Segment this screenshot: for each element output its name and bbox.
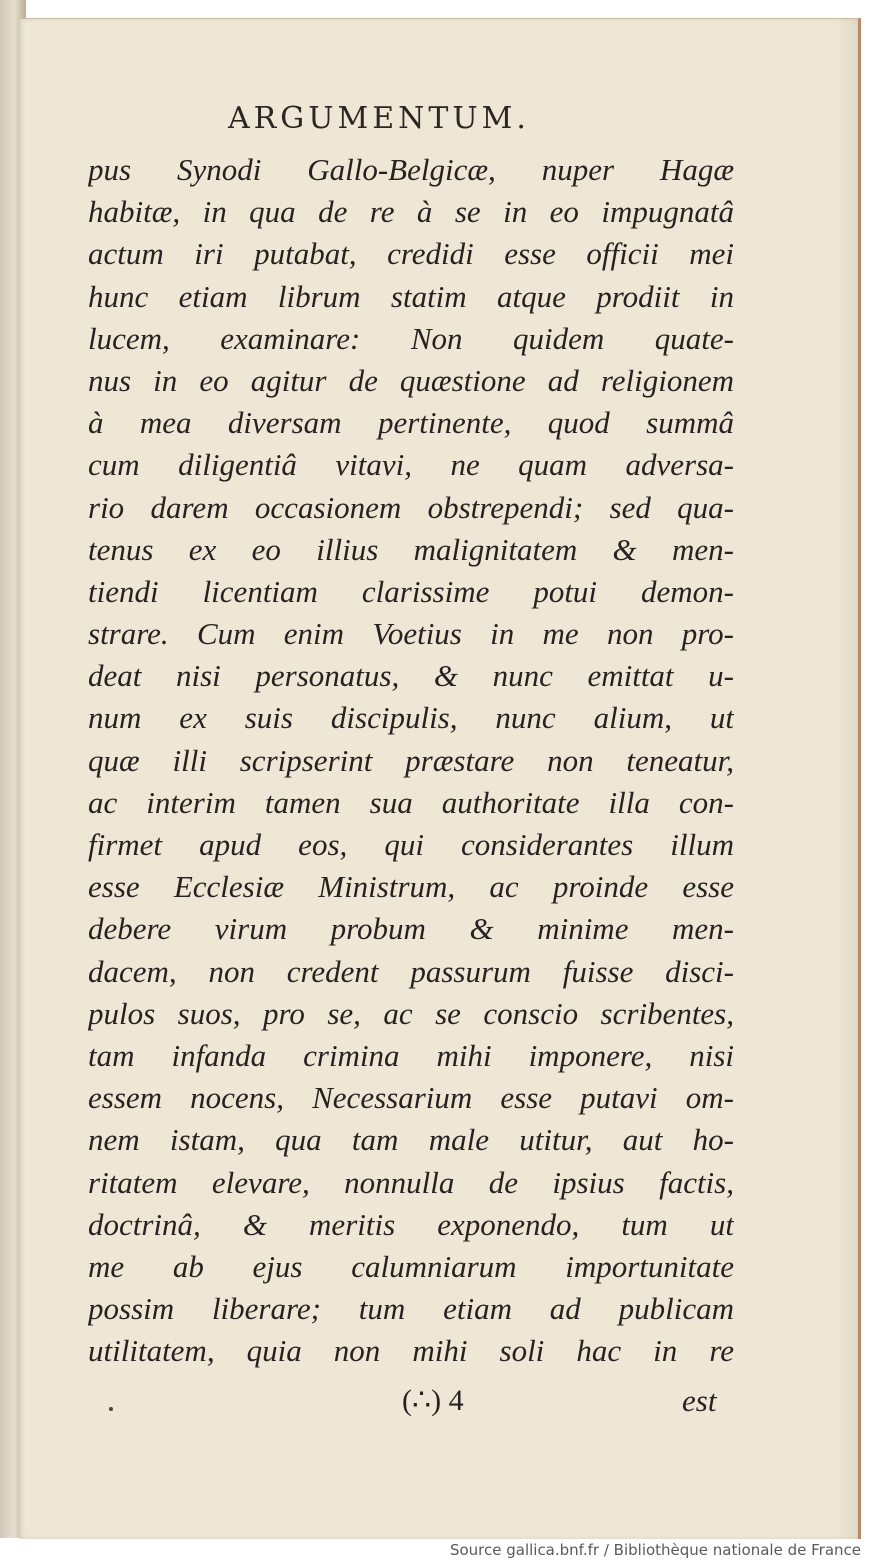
text-line: pulos suos, pro se, ac se conscio scribentes, — [88, 995, 734, 1031]
text-line: essem nocens, Necessarium esse putavi om- — [88, 1080, 734, 1116]
text-line: doctrinâ, & meritis exponendo, tum ut — [88, 1206, 734, 1242]
text-line: à mea diversam pertinente, quod summâ — [88, 405, 734, 441]
signature-mark: (∴) 4 — [402, 1384, 464, 1417]
text-line: me ab ejus calumniarum importunitate — [88, 1248, 734, 1284]
running-head: ARGUMENTUM. — [228, 101, 530, 136]
text-line: tiendi licentiam clarissime potui demon- — [88, 573, 734, 609]
book-page — [20, 18, 861, 1539]
text-line: deat nisi personatus, & nunc emittat u- — [88, 658, 734, 694]
text-line: lucem, examinare: Non quidem quate- — [88, 320, 734, 356]
text-line: dacem, non credent passurum fuisse disci- — [88, 953, 734, 989]
text-line: hunc etiam librum statim atque prodiit in — [88, 278, 734, 314]
text-line: cum diligentiâ vitavi, ne quam adversa- — [88, 447, 734, 483]
text-line: ritatem elevare, nonnulla de ipsius factis, — [88, 1164, 734, 1200]
text-line: pus Synodi Gallo-Belgicæ, nuper Hagæ — [88, 152, 734, 187]
text-line: rio darem occasionem obstrependi; sed qua- — [88, 489, 734, 525]
text-line: esse Ecclesiæ Ministrum, ac proinde esse — [88, 869, 734, 905]
text-line: quæ illi scripserint præstare non teneatur, — [88, 742, 734, 778]
text-line: ac interim tamen sua authoritate illa con- — [88, 784, 734, 820]
source-credit: Source gallica.bnf.fr / Bibliothèque nationale de France — [449, 1541, 861, 1559]
text-line: habitæ, in qua de re à se in eo impugnatâ — [88, 194, 734, 230]
text-line: strare. Cum enim Voetius in me non pro- — [88, 616, 734, 652]
text-line: tenus ex eo illius malignitatem & men- — [88, 531, 734, 567]
catchword: est — [682, 1383, 717, 1418]
text-line: debere virum probum & minime men- — [88, 911, 734, 947]
text-line: num ex suis discipulis, nunc alium, ut — [88, 700, 734, 736]
body-text — [88, 149, 734, 1372]
page-speck — [109, 1407, 113, 1411]
text-line: actum iri putabat, credidi esse officii mei — [88, 236, 734, 272]
text-line: possim liberare; tum etiam ad publicam — [88, 1291, 734, 1327]
text-line: utilitatem, quia non mihi soli hac in re — [88, 1333, 734, 1369]
text-line: nus in eo agitur de quæstione ad religionem — [88, 362, 734, 398]
text-line: tam infanda crimina mihi imponere, nisi — [88, 1037, 734, 1073]
text-line: nem istam, qua tam male utitur, aut ho- — [88, 1122, 734, 1158]
text-line: firmet apud eos, qui considerantes illum — [88, 827, 734, 862]
